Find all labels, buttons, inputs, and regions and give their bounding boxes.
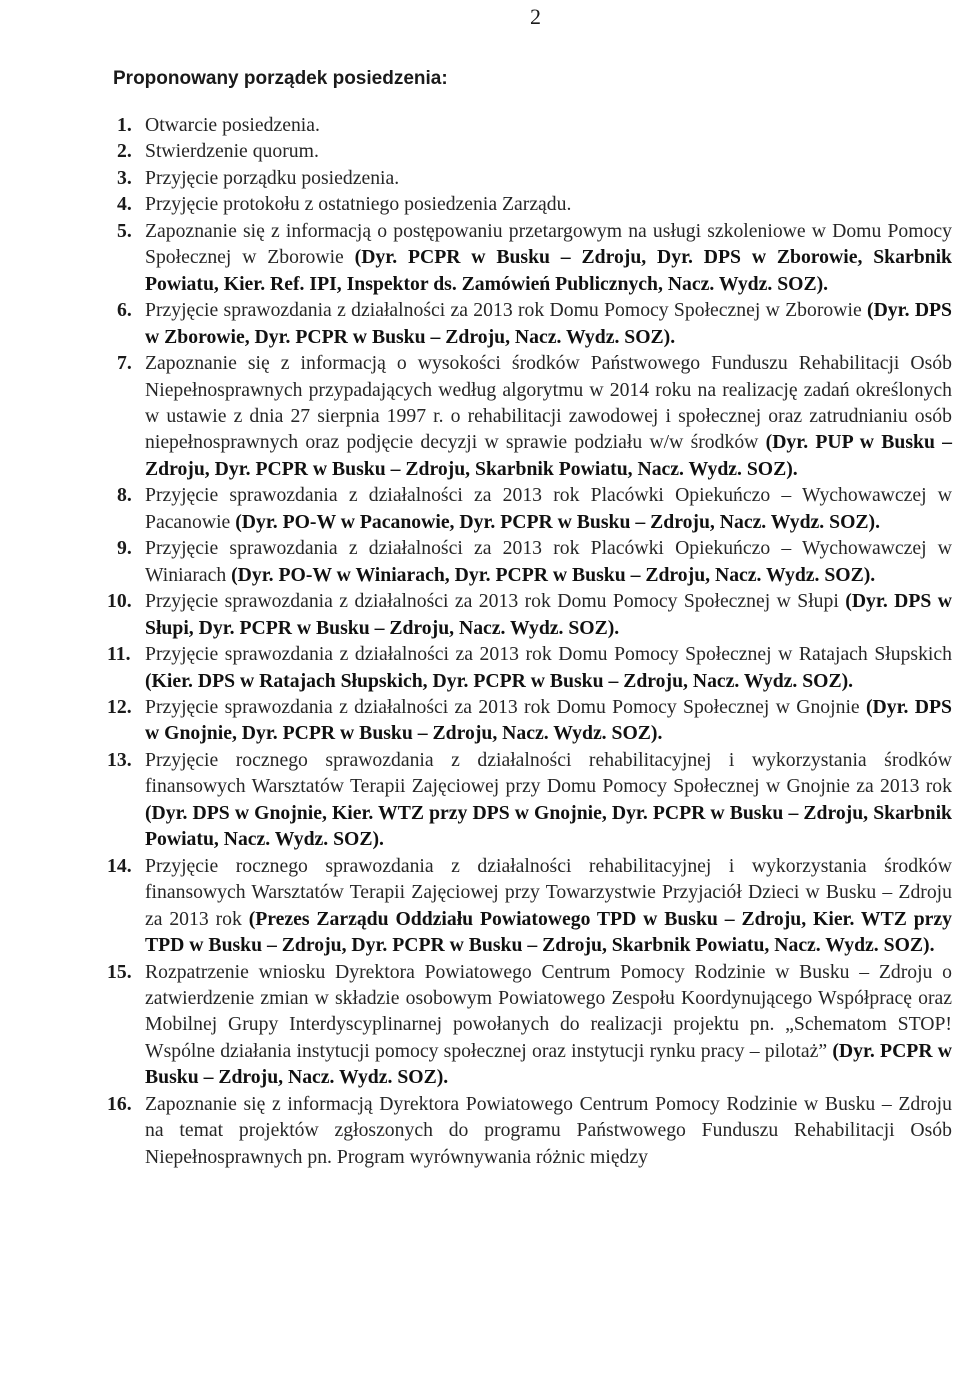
- agenda-list: [0, 112, 960, 1170]
- agenda-item-text: Przyjęcie rocznego sprawozdania z działalności rehabilitacyjnej i wykorzystania środków finansowych Warsztatów Terapii Zajęciowej przy Towarzystwie Przyjaciół Dzieci w Busku – Zdroju za 2013 rok: [145, 854, 952, 930]
- agenda-item: [0, 641, 960, 694]
- agenda-item-number: 16.: [107, 1092, 132, 1115]
- agenda-item: [0, 588, 960, 641]
- agenda-item-text: Otwarcie posiedzenia.: [145, 114, 320, 136]
- agenda-item-responsible: (Dyr. PO-W w Winiarach, Dyr. PCPR w Busku – Zdroju, Nacz. Wydz. SOZ).: [231, 563, 876, 586]
- agenda-item-number: 4.: [117, 193, 132, 216]
- agenda-item: [0, 747, 960, 853]
- agenda-item-text: Zapoznanie się z informacją Dyrektora Powiatowego Centrum Pomocy Rodzinie w Busku – Zdroju na temat projektów zgłoszonych do programu Państwowego Funduszu Rehabilitacji Osób Niepełnosprawnych pn. Program wyrównywania różnic między: [145, 1092, 952, 1168]
- agenda-item-text: Przyjęcie sprawozdania z działalności za 2013 rok Domu Pomocy Społecznej w Słupi: [145, 590, 839, 613]
- agenda-item: [0, 112, 960, 138]
- agenda-item-text: Przyjęcie sprawozdania z działalności za 2013 rok Domu Pomocy Społecznej w Gnojnie: [145, 695, 860, 718]
- agenda-heading: Proponowany porządek posiedzenia:: [113, 68, 448, 89]
- agenda-item: [0, 482, 960, 535]
- agenda-item-text: Przyjęcie sprawozdania z działalności za 2013 rok Domu Pomocy Społecznej w Zborowie: [145, 299, 862, 322]
- agenda-item-text: Przyjęcie sprawozdania z działalności za 2013 rok Placówki Opiekuńczo – Wychowawczej w Pacanowie: [145, 484, 952, 533]
- agenda-item-text: Przyjęcie sprawozdania z działalności za 2013 rok Placówki Opiekuńczo – Wychowawczej w Winiarach: [145, 537, 952, 586]
- agenda-item-responsible: (Dyr. PUP w Busku – Zdroju, Dyr. PCPR w Busku – Zdroju, Skarbnik Powiatu, Nacz. Wydz. SOZ).: [145, 431, 952, 480]
- agenda-item: [0, 218, 960, 297]
- agenda-item-responsible: (Dyr. DPS w Gnojnie, Kier. WTZ przy DPS w Gnojnie, Dyr. PCPR w Busku – Zdroju, Skarbnik Powiatu, Nacz. Wydz. SOZ).: [145, 801, 952, 851]
- agenda-item: [0, 853, 960, 959]
- agenda-item-number: 3.: [117, 166, 132, 189]
- agenda-item-number: 8.: [117, 484, 132, 507]
- agenda-item-text: Przyjęcie rocznego sprawozdania z działalności rehabilitacyjnej i wykorzystania środków finansowych Warsztatów Terapii Zajęciowej przy Domu Pomocy Społecznej w Gnojnie za 2013 rok: [145, 748, 952, 798]
- agenda-item: [0, 191, 960, 217]
- agenda-item-number: 2.: [117, 140, 132, 163]
- agenda-item-number: 7.: [117, 352, 132, 375]
- agenda-item-responsible: (Dyr. DPS w Zborowie, Dyr. PCPR w Busku – Zdroju, Nacz. Wydz. SOZ).: [145, 299, 953, 348]
- agenda-item-text: Przyjęcie porządku posiedzenia.: [145, 166, 400, 189]
- agenda-item-number: 1.: [117, 114, 132, 136]
- agenda-item: [0, 694, 960, 747]
- agenda-item-number: 12.: [107, 695, 132, 718]
- agenda-item: [0, 165, 960, 191]
- agenda-item: [0, 297, 960, 350]
- agenda-item-number: 5.: [117, 219, 132, 242]
- agenda-item: [0, 535, 960, 588]
- agenda-item-responsible: (Kier. DPS w Ratajach Słupskich, Dyr. PCPR w Busku – Zdroju, Nacz. Wydz. SOZ).: [145, 669, 854, 692]
- agenda-item-number: 9.: [117, 537, 132, 560]
- agenda-item-number: 15.: [107, 960, 132, 983]
- agenda-item: [0, 138, 960, 164]
- agenda-item-responsible: (Dyr. DPS w Gnojnie, Dyr. PCPR w Busku – Zdroju, Nacz. Wydz. SOZ).: [145, 695, 952, 745]
- agenda-item-text: Stwierdzenie quorum.: [145, 140, 319, 163]
- agenda-item-responsible: (Dyr. PO-W w Pacanowie, Dyr. PCPR w Busku – Zdroju, Nacz. Wydz. SOZ).: [235, 510, 880, 533]
- agenda-item-text: Rozpatrzenie wniosku Dyrektora Powiatowego Centrum Pomocy Rodzinie w Busku – Zdroju o zatwierdzenie zmian w składzie osobowym Powiatowego Zespołu Koordynującego Współpracę oraz Mobilnej Grupy Interdyscyplinarnej powołanych do realizacji projektu pn. „Schematom STOP! Wspólne działania instytucji pomocy społecznej oraz instytucji rynku pracy – pilotaż”: [145, 960, 952, 1062]
- agenda-item-number: 13.: [107, 748, 132, 771]
- agenda-item-text: Zapoznanie się z informacją o wysokości środków Państwowego Funduszu Rehabilitacji Osób Niepełnosprawnych przypadających według algorytmu w 2014 roku na realizację zadań określonych w ustawie z dnia 27 sierpnia 1997 r. o rehabilitacji zawodowej i społecznej oraz zatrudnianiu osób niepełnosprawnych oraz podjęcie decyzji w sprawie podziału w/w środków: [145, 352, 952, 454]
- agenda-item-text: Przyjęcie protokołu z ostatniego posiedzenia Zarządu.: [145, 193, 572, 216]
- agenda-item: [0, 350, 960, 482]
- agenda-item-text: Zapoznanie się z informacją o postępowaniu przetargowym na usługi szkoleniowe w Domu Pomocy Społecznej w Zborowie: [145, 219, 952, 269]
- agenda-item-responsible: (Dyr. PCPR w Busku – Zdroju, Nacz. Wydz. SOZ).: [145, 1039, 952, 1089]
- agenda-item-number: 11.: [107, 643, 131, 666]
- agenda-item-responsible: (Dyr. DPS w Słupi, Dyr. PCPR w Busku – Zdroju, Nacz. Wydz. SOZ).: [145, 590, 952, 639]
- agenda-item-text: Przyjęcie sprawozdania z działalności za 2013 rok Domu Pomocy Społecznej w Ratajach Słupskich: [145, 643, 952, 666]
- agenda-item-responsible: (Prezes Zarządu Oddziału Powiatowego TPD w Busku – Zdroju, Kier. WTZ przy TPD w Busku – Zdroju, Dyr. PCPR w Busku – Zdroju, Skarbnik Powiatu, Nacz. Wydz. SOZ).: [145, 907, 952, 957]
- agenda-item-number: 14.: [107, 854, 132, 877]
- agenda-item-number: 6.: [117, 299, 132, 322]
- agenda-item: [0, 1091, 960, 1170]
- agenda-item: [0, 959, 960, 1091]
- agenda-item-number: 10.: [107, 590, 132, 613]
- agenda-item-responsible: (Dyr. PCPR w Busku – Zdroju, Dyr. DPS w Zborowie, Skarbnik Powiatu, Kier. Ref. IPI, Inspektor ds. Zamówień Publicznych, Nacz. Wydz. SOZ).: [145, 246, 953, 295]
- page-number: 2: [530, 4, 541, 29]
